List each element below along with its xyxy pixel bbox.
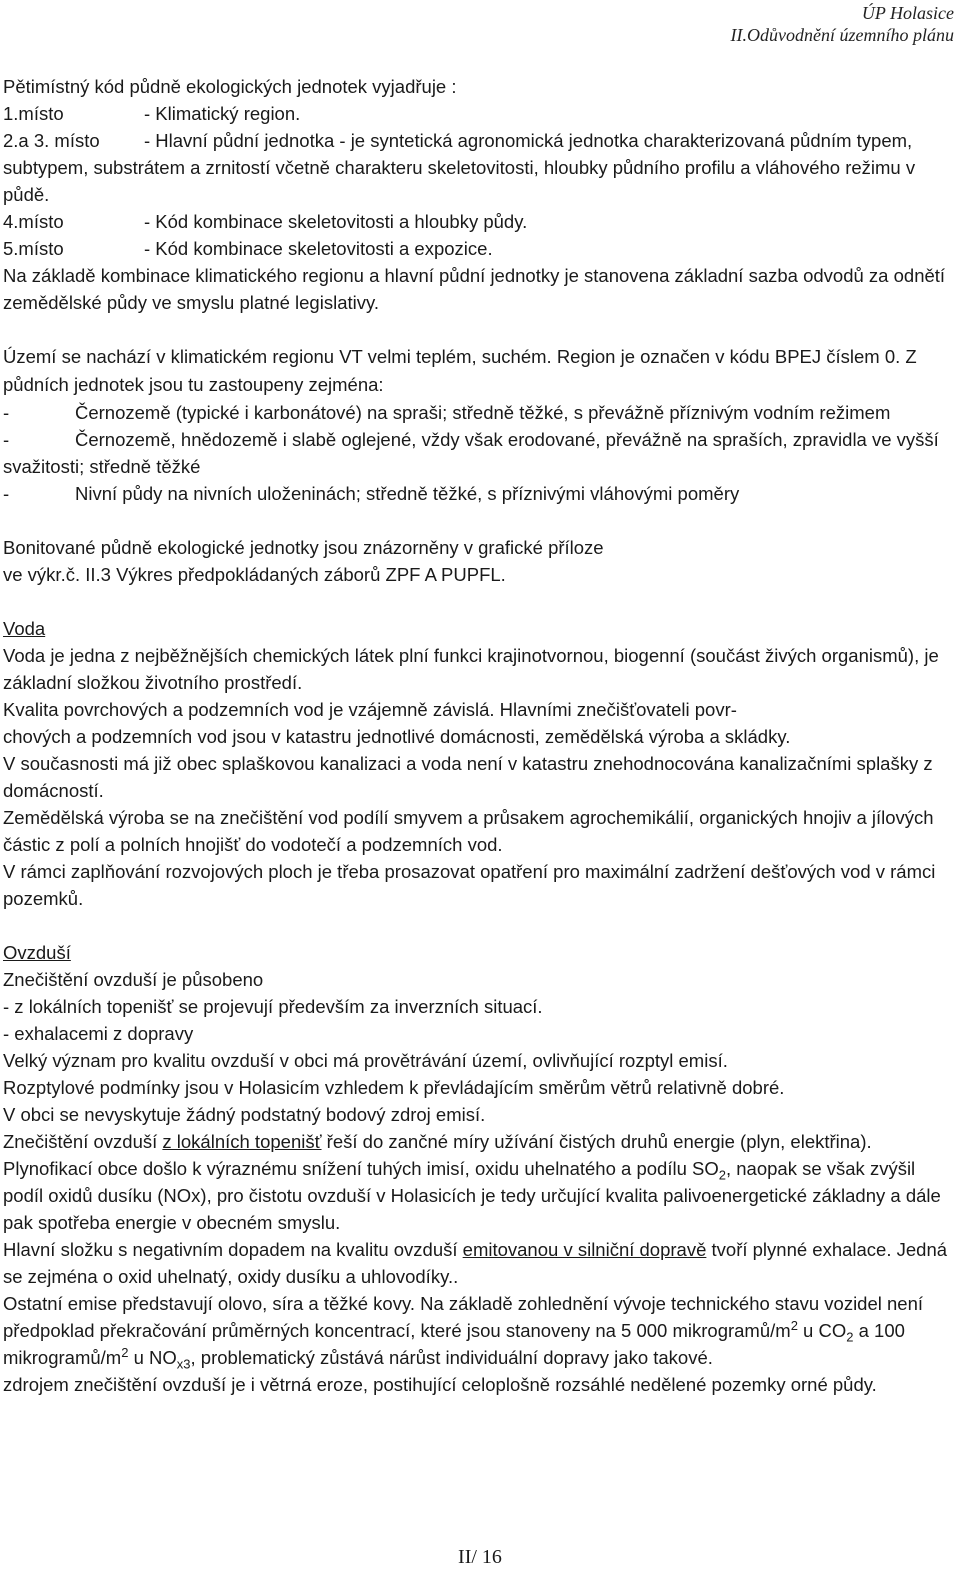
code-position-label: 1.místo — [3, 103, 64, 124]
code-position-label: 2.a 3. místo — [3, 130, 100, 151]
document-body — [3, 73, 955, 1398]
air-text: , naopak se však zvýšil podíl oxidů dusíku (NOx), pro čistotu ovzduší v Holasicích je tedy určující kvalita palivoenergetické základny a dále pak spotřeba energie v obecném smyslu. — [3, 1158, 941, 1233]
soil-item-1 — [3, 399, 955, 426]
page-header — [731, 2, 954, 46]
air-text: Ostatní emise představují olovo, síra a těžké kovy. Na základě zohlednění vývoje technického stavu vozidel není předpoklad překračování průměrných koncentrací, které jsou stanoveny na 5 000 mikrogramů/m — [3, 1293, 924, 1341]
soil-item-2 — [3, 426, 955, 480]
air-section — [3, 939, 955, 1398]
code-position-label: 5.místo — [3, 238, 64, 259]
underlined-phrase: emitovanou v silniční dopravě — [462, 1239, 707, 1260]
air-heading: Ovzduší — [3, 942, 71, 963]
superscript: 2 — [121, 1344, 129, 1360]
pedology-section — [3, 73, 955, 588]
soil-units-intro: Z půdních jednotek jsou tu zastoupeny zejména: — [3, 346, 917, 395]
air-text: a 100 mikrogramů/m — [3, 1320, 905, 1368]
code-position-4 — [3, 208, 955, 235]
water-heading: Voda — [3, 618, 46, 639]
water-paragraph-1: Voda je jedna z nejběžnějších chemických látek plní funkci krajinotvornou, biogenní (součást živých organismů), je základní složkou životního prostředí. — [3, 645, 939, 693]
air-line-1: Znečištění ovzduší je působeno — [3, 969, 264, 990]
list-dash: - — [3, 402, 10, 423]
soil-item-3 — [3, 480, 955, 507]
water-paragraph-2-line-1: Kvalita povrchových a podzemních vod je vzájemně závislá. Hlavními znečišťovateli povr- — [3, 699, 737, 720]
water-paragraph-3: V současnosti má již obec splaškovou kanalizaci a voda není v katastru znehodnocována kanalizačními splašky z domácností. — [3, 753, 933, 801]
bonitation-line-1: Bonitované půdně ekologické jednotky jsou znázorněny v grafické příloze — [3, 537, 604, 558]
air-text: Znečištění ovzduší — [3, 1131, 163, 1152]
climate-region-paragraph — [3, 343, 955, 399]
code-position-text: - Kód kombinace skeletovitosti a hloubky půdy. — [144, 211, 528, 232]
subscript: x3 — [176, 1356, 191, 1372]
soil-item-text: Černozemě, hnědozemě i slabě oglejené, vždy však erodované, převážně na spraších, zpravidla ve vyšší svažitosti; středně těžké — [3, 429, 939, 477]
air-text: Hlavní složku s negativním dopadem na kvalitu ovzduší — [3, 1239, 463, 1260]
code-position-1 — [3, 100, 955, 127]
bpej-code-intro: Pětimístný kód půdně ekologických jednotek vyjadřuje : — [3, 76, 457, 97]
list-dash: - — [3, 483, 10, 504]
water-paragraph-4: Zemědělská výroba se na znečištění vod podílí smyvem a průsakem agrochemikálií, organických hnojiv a jílových částic z polí a polních hnojišť do vodotečí a podzemních vod. — [3, 807, 934, 855]
climate-region-text: Území se nachází v klimatickém regionu VT velmi teplém, suchém. Region je označen v kódu BPEJ číslem 0. — [3, 346, 901, 367]
soil-item-text: Černozemě (typické i karbonátové) na spraši; středně těžké, s převážně příznivým vodním režimem — [75, 402, 891, 423]
subscript: 2 — [846, 1329, 854, 1345]
air-line-2: - z lokálních topenišť se projevují především za inverzních situací. — [3, 996, 543, 1017]
water-paragraph-5: V rámci zaplňování rozvojových ploch je třeba prosazovat opatření pro maximální zadržení dešťových vod v rámci pozemků. — [3, 861, 936, 909]
air-line-6: V obci se nevyskytuje žádný podstatný bodový zdroj emisí. — [3, 1104, 486, 1125]
subscript: 2 — [718, 1167, 726, 1183]
air-paragraph-emissions — [3, 1290, 955, 1371]
air-paragraph-traffic — [3, 1236, 955, 1290]
code-position-2-3 — [3, 127, 955, 208]
code-position-label: 4.místo — [3, 211, 64, 232]
air-paragraph-heating — [3, 1128, 955, 1236]
air-text: u CO — [797, 1320, 847, 1341]
air-text: řeší do zančné míry užívání čistých druhů energie (plyn, elektřina). Plynofikací obce došlo k výraznému snížení tuhých imisí, oxidu uhelnatého a podílu SO — [3, 1131, 872, 1179]
air-text: tvoří plynné exhalace. Jedná se zejména o oxid uhelnatý, oxidy dusíku a uhlovodíky.. — [3, 1239, 948, 1287]
header-title: ÚP Holasice — [861, 3, 954, 23]
air-line-5: Rozptylové podmínky jsou v Holasicím vzhledem k převládajícím směrům větrů relativně dobré. — [3, 1077, 785, 1098]
superscript: 2 — [790, 1317, 798, 1333]
air-line-4: Velký význam pro kvalitu ovzduší v obci má provětrávání území, ovlivňující rozptyl emisí. — [3, 1050, 728, 1071]
water-paragraph-2-line-2: chových a podzemních vod jsou v katastru jednotlivé domácnosti, zemědělská výroba a skládky. — [3, 726, 791, 747]
list-dash: - — [3, 429, 10, 450]
code-position-text: - Kód kombinace skeletovitosti a expozice. — [144, 238, 493, 259]
bonitation-line-2: ve výkr.č. II.3 Výkres předpokládaných záborů ZPF A PUPFL. — [3, 564, 506, 585]
water-section — [3, 615, 955, 912]
air-line-3: - exhalacemi z dopravy — [3, 1023, 194, 1044]
code-position-text: - Klimatický region. — [144, 103, 301, 124]
air-text: u NO — [128, 1347, 177, 1368]
header-subtitle: II.Odůvodnění územního plánu — [730, 25, 954, 45]
air-text: , problematický zůstává nárůst individuální dopravy jako takové. — [190, 1347, 713, 1368]
code-position-5 — [3, 235, 955, 262]
levy-basis-paragraph: Na základě kombinace klimatického regionu a hlavní půdní jednotky je stanovena základní sazba odvodů za odnětí zemědělské půdy ve smyslu platné legislativy. — [3, 265, 946, 313]
underlined-phrase: z lokálních topenišť — [162, 1131, 322, 1152]
code-position-text: - Hlavní půdní jednotka - je syntetická agronomická jednotka charakterizovaná půdním typem, subtypem, substrátem a zrnitostí včetně charakteru skeletovitosti, hloubky půdního profilu a vláhového režimu v půdě. — [3, 130, 916, 205]
soil-item-text: Nivní půdy na nivních uloženinách; středně těžké, s příznivými vláhovými poměry — [75, 483, 740, 504]
air-paragraph-erosion: zdrojem znečištění ovzduší je i větrná eroze, postihující celoplošně rozsáhlé nedělené pozemky orné půdy. — [3, 1374, 877, 1395]
page-number: II/ 16 — [458, 1546, 502, 1568]
